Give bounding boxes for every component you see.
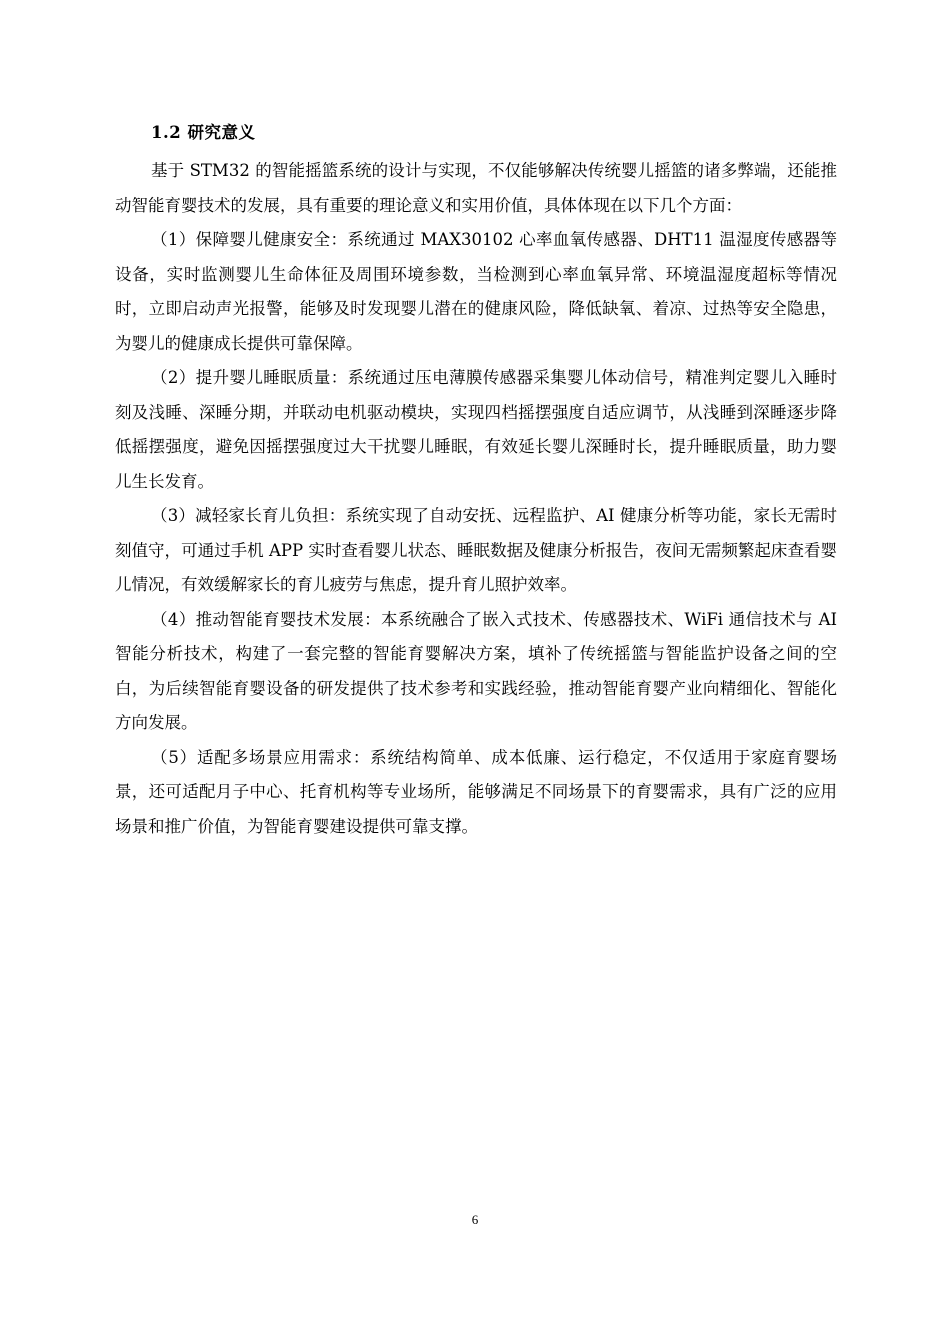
paragraph-multi-scenario: （5）适配多场景应用需求：系统结构简单、成本低廉、运行稳定，不仅适用于家庭育婴场景，还可适配月子中心、托育机构等专业场所，能够满足不同场景下的育婴需求，具有广泛的应用场景和推广价值，为智能育婴建设提供可靠支撑。 xyxy=(115,747,837,836)
page-content xyxy=(115,116,837,844)
paragraph-tech-development: （4）推动智能育婴技术发展：本系统融合了嵌入式技术、传感器技术、WiFi 通信技术与 AI 智能分析技术，构建了一套完整的智能育婴解决方案，填补了传统摇篮与智能监护设备之间的空白，为后续智能育婴设备的研发提供了技术参考和实践经验，推动智能育婴产业向精细化、智能化方向发展。 xyxy=(115,609,837,732)
page-number: 6 xyxy=(471,1212,479,1227)
paragraph-parent-burden: （3）减轻家长育儿负担：系统实现了自动安抚、远程监护、AI 健康分析等功能，家长无需时刻值守，可通过手机 APP 实时查看婴儿状态、睡眠数据及健康分析报告，夜间无需频繁起床查看婴儿情况，有效缓解家长的育儿疲劳与焦虑，提升育儿照护效率。 xyxy=(115,506,837,594)
paragraph-sleep-quality: （2）提升婴儿睡眠质量：系统通过压电薄膜传感器采集婴儿体动信号，精准判定婴儿入睡时刻及浅睡、深睡分期，并联动电机驱动模块，实现四档摇摆强度自适应调节，从浅睡到深睡逐步降低摇摆强度，避免因摇摆强度过大干扰婴儿睡眠，有效延长婴儿深睡时长，提升睡眠质量，助力婴儿生长发育。 xyxy=(115,368,837,491)
paragraph-health-safety: （1）保障婴儿健康安全：系统通过 MAX30102 心率血氧传感器、DHT11 温湿度传感器等设备，实时监测婴儿生命体征及周围环境参数，当检测到心率血氧异常、环境温湿度超标等情况时，立即启动声光报警，能够及时发现婴儿潜在的健康风险，降低缺氧、着凉、过热等安全隐患，为婴儿的健康成长提供可靠保障。 xyxy=(115,230,837,353)
intro-paragraph: 基于 STM32 的智能摇篮系统的设计与实现，不仅能够解决传统婴儿摇篮的诸多弊端，还能推动智能育婴技术的发展，具有重要的理论意义和实用价值，具体体现在以下几个方面： xyxy=(115,161,837,215)
section-heading: 1.2 研究意义 xyxy=(151,123,256,142)
